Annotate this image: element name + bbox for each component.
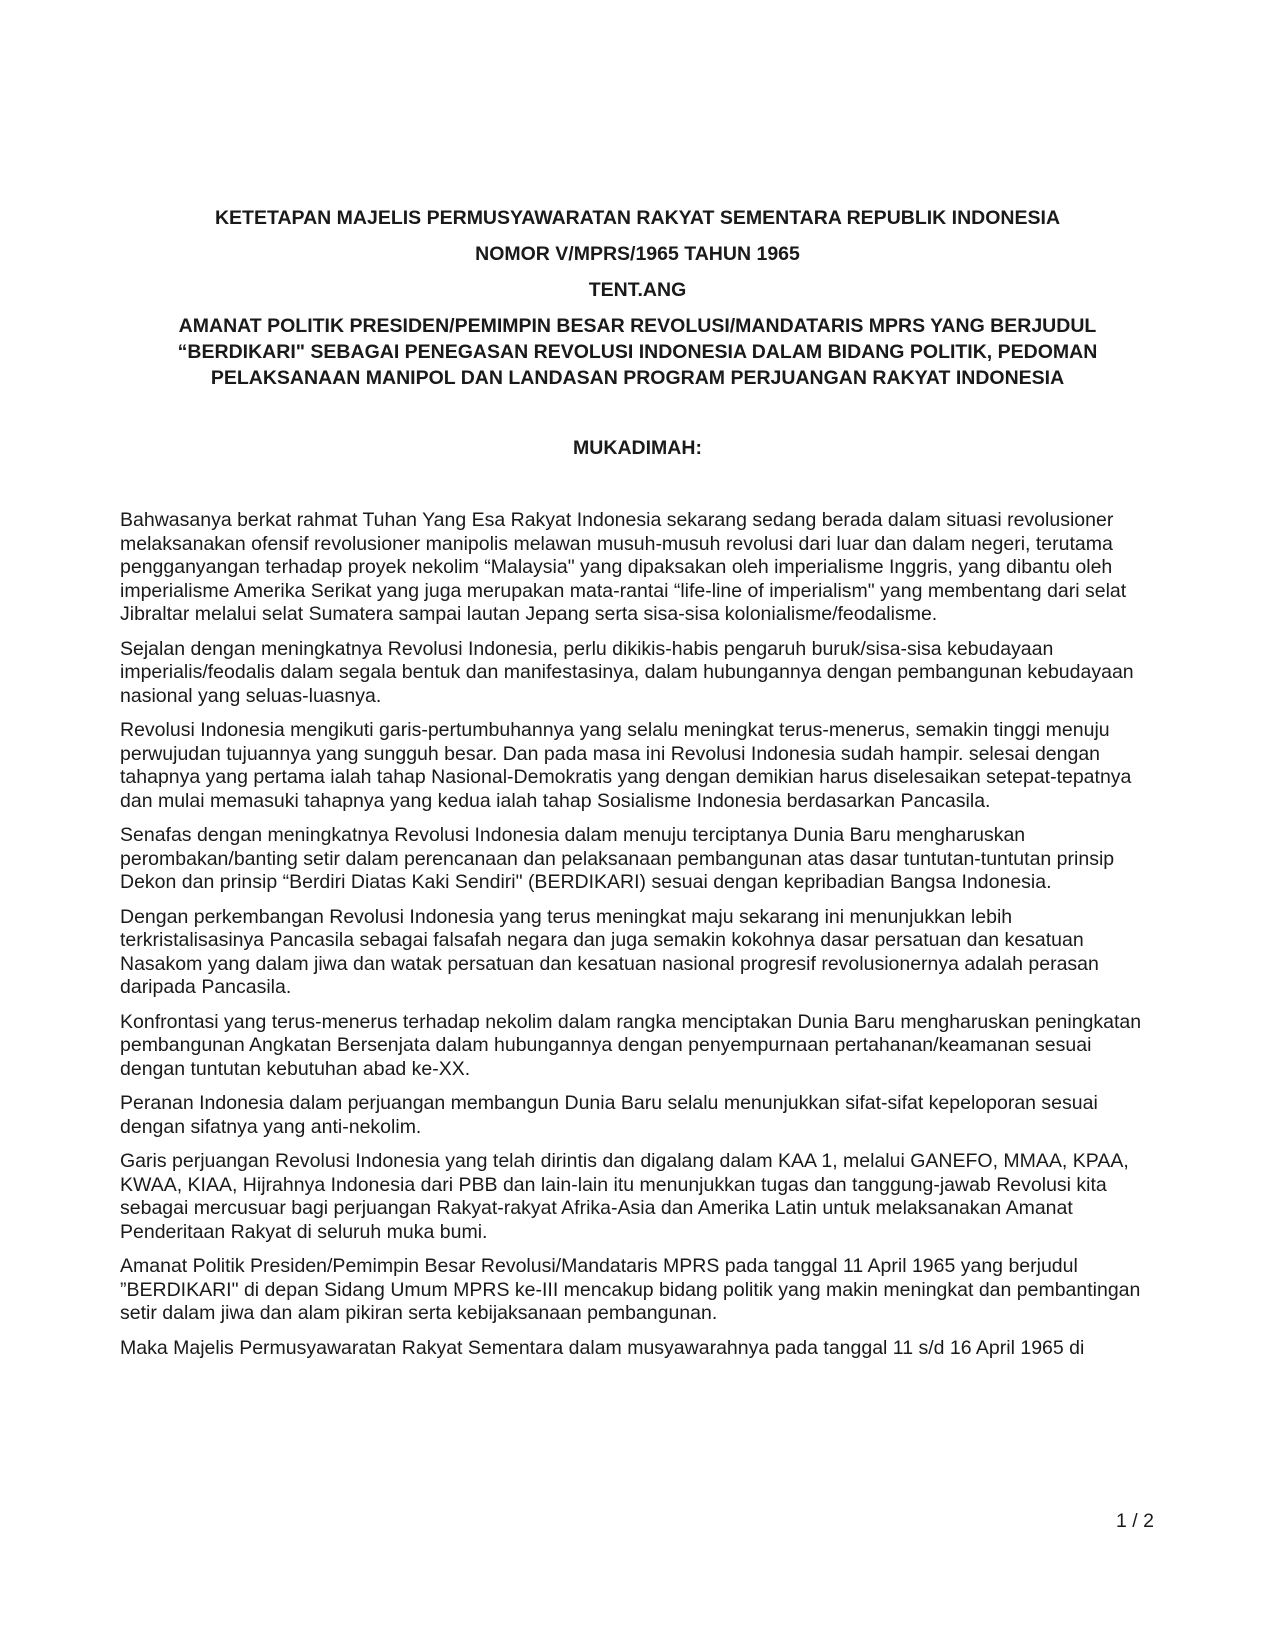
paragraph: Bahwasanya berkat rahmat Tuhan Yang Esa Rakyat Indonesia sekarang sedang berada dalam situasi revolusioner melaksanakan ofensif revolusioner manipolis melawan musuh-musuh revolusi dari luar dan dalam negeri, terutama pengganyangan terhadap proyek nekolim “Malaysia" yang dipaksakan oleh imperialisme Inggris, yang dibantu oleh imperialisme Amerika Serikat yang juga merupakan mata-rantai “life-line of imperialism" yang membentang dari selat Jibraltar melalui selat Sumatera sampai lautan Jepang serta sisa-sisa kolonialisme/feodalisme.: [120, 509, 1127, 625]
paragraph: Konfrontasi yang terus-menerus terhadap nekolim dalam rangka menciptakan Dunia Baru mengharuskan peningkatan pembangunan Angkatan Bersenjata dalam hubungannya dengan penyempurnaan pertahanan/keamanan sesuai dengan tuntutan kebutuhan abad ke-XX.: [120, 1010, 1142, 1080]
document-subject: AMANAT POLITIK PRESIDEN/PEMIMPIN BESAR REVOLUSI/MANDATARIS MPRS YANG BERJUDUL “BERDIKARI" SEBAGAI PENEGASAN REVOLUSI INDONESIA DALAM BIDANG POLITIK, PEDOMAN PELAKSANAAN MANIPOL DAN LANDASAN PROGRAM PERJUANGAN RAKYAT INDONESIA: [177, 315, 1098, 389]
paragraph: Peranan Indonesia dalam perjuangan membangun Dunia Baru selalu menunjukkan sifat-sifat kepeloporan sesuai dengan sifatnya yang anti-nekolim.: [120, 1092, 1098, 1138]
paragraph: Amanat Politik Presiden/Pemimpin Besar Revolusi/Mandataris MPRS pada tanggal 11 April 1965 yang berjudul ”BERDIKARI" di depan Sidang Umum MPRS ke-III mencakup bidang politik yang makin meningkat dan pembantingan setir dalam jiwa dan alam pikiran serta kebijaksanaan pembangunan.: [120, 1255, 1141, 1324]
paragraph: Maka Majelis Permusyawaratan Rakyat Sementara dalam musyawarahnya pada tanggal 11 s/d 16 April 1965 di: [120, 1336, 1085, 1359]
page-number: 1 / 2: [1116, 1510, 1154, 1532]
document-title: KETETAPAN MAJELIS PERMUSYAWARATAN RAKYAT SEMENTARA REPUBLIK INDONESIA: [214, 207, 1061, 229]
document-body: [120, 509, 1160, 1371]
paragraph: Revolusi Indonesia mengikuti garis-pertumbuhannya yang selalu meningkat terus-menerus, semakin tinggi menuju perwujudan tujuannya yang sungguh besar. Dan pada masa ini Revolusi Indonesia sudah hampir. selesai dengan tahapnya yang pertama ialah tahap Nasional-Demokratis yang dengan demikian harus diselesaikan setepat-tepatnya dan mulai memasuki tahapnya yang kedua ialah tahap Sosialisme Indonesia berdasarkan Pancasila.: [120, 719, 1132, 812]
document-number: NOMOR V/MPRS/1965 TAHUN 1965: [475, 243, 800, 265]
paragraph: Garis perjuangan Revolusi Indonesia yang telah dirintis dan digalang dalam KAA 1, melalui GANEFO, MMAA, KPAA, KWAA, KIAA, Hijrahnya Indonesia dari PBB dan lain-lain itu menunjukkan tugas dan tanggung-jawab Revolusi kita sebagai mercusuar bagi perjuangan Rakyat-rakyat Afrika-Asia dan Amerika Latin untuk melaksanakan Amanat Penderitaan Rakyat di seluruh muka bumi.: [120, 1150, 1129, 1243]
paragraph: Dengan perkembangan Revolusi Indonesia yang terus meningkat maju sekarang ini menunjukkan lebih terkristalisasinya Pancasila sebagai falsafah negara dan juga semakin kokohnya dasar persatuan dan kesatuan Nasakom yang dalam jiwa dan watak persatuan dan kesatuan nasional progresif revolusionernya adalah perasan daripada Pancasila.: [120, 905, 1099, 998]
paragraph: Senafas dengan meningkatnya Revolusi Indonesia dalam menuju terciptanya Dunia Baru mengharuskan perombakan/banting setir dalam perencanaan dan pelaksanaan pembangunan atas dasar tuntutan-tuntutan prinsip Dekon dan prinsip “Berdiri Diatas Kaki Sendiri" (BERDIKARI) sesuai dengan kepribadian Bangsa Indonesia.: [120, 824, 1115, 893]
paragraph: Sejalan dengan meningkatnya Revolusi Indonesia, perlu dikikis-habis pengaruh buruk/sisa-sisa kebudayaan imperialis/feodalis dalam segala bentuk dan manifestasinya, dalam hubungannya dengan pembangunan kebudayaan nasional yang seluas-luasnya.: [120, 637, 1134, 707]
section-heading-mukadimah: MUKADIMAH:: [573, 437, 702, 459]
document-about-label: TENT.ANG: [588, 279, 687, 301]
